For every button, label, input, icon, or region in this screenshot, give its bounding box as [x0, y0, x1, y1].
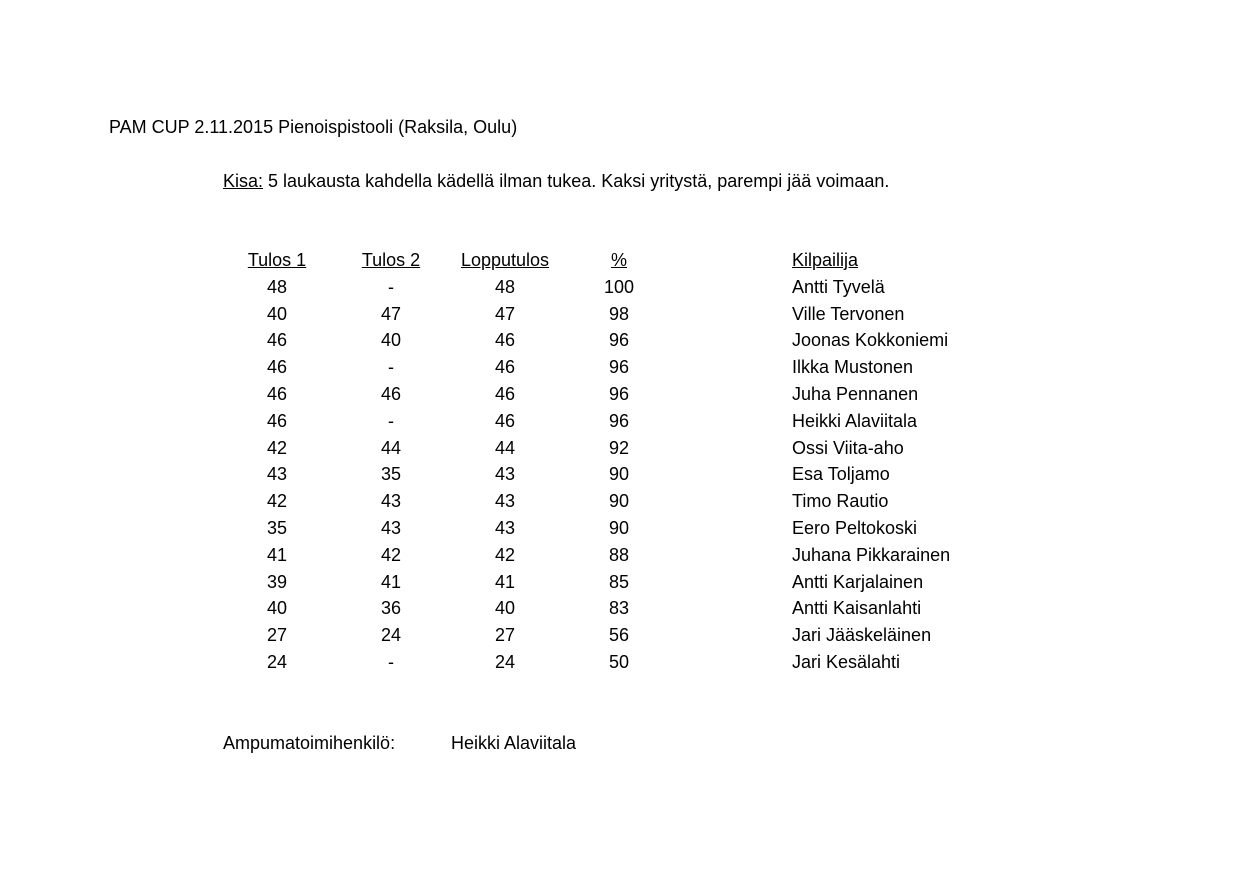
final-result-cell: 44	[494, 437, 516, 458]
header-final-result: Lopputulos	[460, 250, 550, 270]
result-1-cell: 41	[266, 544, 288, 565]
percent-cell: 50	[608, 651, 630, 672]
result-1-cell: 40	[266, 598, 288, 619]
rules-label: Kisa:	[223, 171, 264, 191]
competitor-cell: Juha Pennanen	[792, 383, 919, 404]
result-2-cell: 43	[380, 491, 402, 512]
competitor-cell: Antti Kaisanlahti	[792, 598, 922, 619]
competitor-cell: Esa Toljamo	[792, 464, 890, 485]
table-row	[220, 435, 992, 462]
result-1-cell: 40	[266, 303, 288, 324]
result-2-cell: 42	[380, 544, 402, 565]
result-2-cell: 40	[380, 330, 402, 351]
result-1-cell: 27	[266, 625, 288, 646]
column-gap	[676, 488, 792, 515]
header-competitor: Kilpailija	[792, 250, 859, 270]
result-2-cell: 36	[380, 598, 402, 619]
final-result-cell: 41	[494, 571, 516, 592]
document-title: PAM CUP 2.11.2015 Pienoispistooli (Raksila, Oulu)	[109, 117, 518, 137]
table-row	[220, 595, 992, 622]
column-gap	[676, 301, 792, 328]
final-result-cell: 40	[494, 598, 516, 619]
final-result-cell: 42	[494, 544, 516, 565]
result-2-cell: -	[388, 276, 394, 297]
result-1-cell: 24	[266, 651, 288, 672]
percent-cell: 92	[608, 437, 630, 458]
percent-cell: 90	[608, 491, 630, 512]
table-row	[220, 569, 992, 596]
percent-cell: 85	[608, 571, 630, 592]
table-row	[220, 301, 992, 328]
table-row	[220, 408, 992, 435]
table-row	[220, 488, 992, 515]
percent-cell: 83	[608, 598, 630, 619]
result-1-cell: 48	[266, 276, 288, 297]
final-result-cell: 43	[494, 464, 516, 485]
percent-cell: 90	[608, 464, 630, 485]
column-gap	[676, 542, 792, 569]
competitor-cell: Heikki Alaviitala	[792, 410, 918, 431]
column-gap	[676, 354, 792, 381]
result-1-cell: 46	[266, 383, 288, 404]
column-gap	[676, 649, 792, 676]
rules-text: 5 laukausta kahdella kädellä ilman tukea. Kaksi yritystä, parempi jää voimaan.	[263, 171, 890, 191]
result-1-cell: 42	[266, 491, 288, 512]
final-result-cell: 43	[494, 491, 516, 512]
table-row	[220, 274, 992, 301]
result-2-cell: 43	[380, 517, 402, 538]
column-gap	[676, 274, 792, 301]
final-result-cell: 46	[494, 383, 516, 404]
result-1-cell: 42	[266, 437, 288, 458]
result-2-cell: 35	[380, 464, 402, 485]
final-result-cell: 46	[494, 330, 516, 351]
result-2-cell: 41	[380, 571, 402, 592]
result-2-cell: -	[388, 410, 394, 431]
table-row	[220, 515, 992, 542]
final-result-cell: 48	[494, 276, 516, 297]
result-2-cell: 24	[380, 625, 402, 646]
column-gap	[676, 461, 792, 488]
result-2-cell: 46	[380, 383, 402, 404]
final-result-cell: 46	[494, 410, 516, 431]
column-gap	[676, 247, 792, 274]
percent-cell: 56	[608, 625, 630, 646]
percent-cell: 96	[608, 357, 630, 378]
column-gap	[676, 327, 792, 354]
result-2-cell: 47	[380, 303, 402, 324]
competitor-cell: Eero Peltokoski	[792, 517, 918, 538]
result-1-cell: 46	[266, 357, 288, 378]
results-body	[220, 274, 992, 676]
range-officer-name: Heikki Alaviitala	[451, 733, 577, 753]
header-result-1: Tulos 1	[247, 250, 307, 270]
table-row	[220, 354, 992, 381]
header-percent: %	[610, 250, 627, 270]
result-2-cell: -	[388, 357, 394, 378]
column-gap	[676, 569, 792, 596]
percent-cell: 96	[608, 330, 630, 351]
table-row	[220, 461, 992, 488]
column-gap	[676, 381, 792, 408]
column-gap	[676, 595, 792, 622]
result-1-cell: 35	[266, 517, 288, 538]
percent-cell: 88	[608, 544, 630, 565]
final-result-cell: 47	[494, 303, 516, 324]
percent-cell: 90	[608, 517, 630, 538]
competitor-cell: Timo Rautio	[792, 491, 889, 512]
competitor-cell: Antti Karjalainen	[792, 571, 924, 592]
percent-cell: 96	[608, 383, 630, 404]
final-result-cell: 24	[494, 651, 516, 672]
results-header-row	[220, 247, 992, 274]
column-gap	[676, 435, 792, 462]
column-gap	[676, 408, 792, 435]
competitor-cell: Antti Tyvelä	[792, 276, 885, 297]
table-row	[220, 327, 992, 354]
table-row	[220, 542, 992, 569]
competition-rules	[223, 169, 889, 193]
final-result-cell: 27	[494, 625, 516, 646]
competitor-cell: Ville Tervonen	[792, 303, 905, 324]
final-result-cell: 46	[494, 357, 516, 378]
competitor-cell: Juhana Pikkarainen	[792, 544, 951, 565]
competitor-cell: Jari Kesälahti	[792, 651, 901, 672]
result-1-cell: 39	[266, 571, 288, 592]
table-row	[220, 622, 992, 649]
header-result-2: Tulos 2	[361, 250, 421, 270]
percent-cell: 100	[603, 276, 635, 297]
table-row	[220, 381, 992, 408]
table-row	[220, 649, 992, 676]
percent-cell: 96	[608, 410, 630, 431]
result-2-cell: -	[388, 651, 394, 672]
competitor-cell: Ilkka Mustonen	[792, 357, 914, 378]
result-2-cell: 44	[380, 437, 402, 458]
competitor-cell: Ossi Viita-aho	[792, 437, 904, 458]
competitor-cell: Jari Jääskeläinen	[792, 625, 932, 646]
percent-cell: 98	[608, 303, 630, 324]
final-result-cell: 43	[494, 517, 516, 538]
column-gap	[676, 622, 792, 649]
range-officer-label: Ampumatoimihenkilö:	[223, 733, 396, 753]
competitor-cell: Joonas Kokkoniemi	[792, 330, 949, 351]
column-gap	[676, 515, 792, 542]
results-table	[220, 247, 992, 676]
result-1-cell: 43	[266, 464, 288, 485]
result-1-cell: 46	[266, 330, 288, 351]
result-1-cell: 46	[266, 410, 288, 431]
